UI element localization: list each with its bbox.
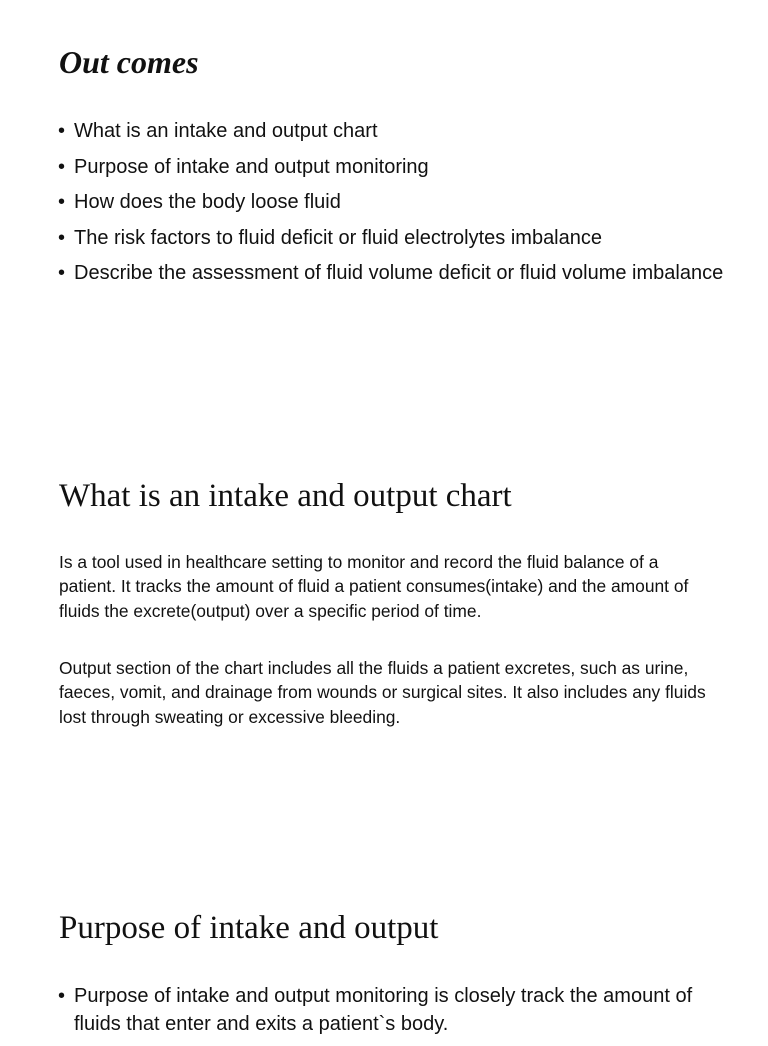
outcome-item: • Purpose of intake and output monitoring xyxy=(58,153,738,181)
intake-output-chart-heading: What is an intake and output chart xyxy=(59,478,512,514)
output-section-paragraph: Output section of the chart includes all the fluids a patient excretes, such as urine, faeces, vomit, and drainage from wounds or surgical sites. It also includes any fluids lost through sweating or excessive bleeding. xyxy=(59,658,706,727)
outcomes-heading: Out comes xyxy=(59,44,199,80)
purpose-item: • Purpose of intake and output monitoring is closely track the amount of fluids that enter and exits a patient`s body. xyxy=(58,982,738,1038)
outcome-item: • What is an intake and output chart xyxy=(58,117,738,145)
outcomes-list xyxy=(58,117,738,295)
definition-paragraph: Is a tool used in healthcare setting to monitor and record the fluid balance of a patient. It tracks the amount of fluid a patient consumes(intake) and the amount of fluids the excrete(output) over a specific period of time. xyxy=(59,552,689,621)
outcome-item: • Describe the assessment of fluid volume deficit or fluid volume imbalance xyxy=(58,259,738,287)
purpose-list xyxy=(58,982,738,1046)
outcome-item: • The risk factors to fluid deficit or fluid electrolytes imbalance xyxy=(58,224,738,252)
outcome-item: • How does the body loose fluid xyxy=(58,188,738,216)
purpose-heading: Purpose of intake and output xyxy=(59,910,439,946)
